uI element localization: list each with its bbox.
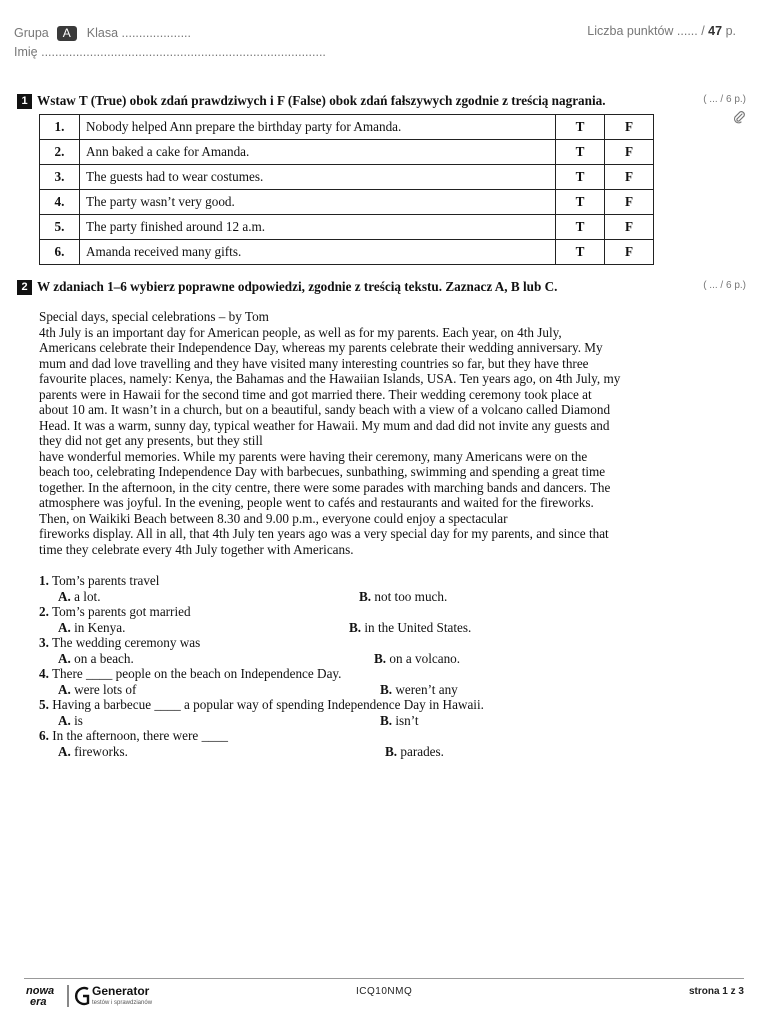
question-item bbox=[39, 573, 689, 589]
name-label: Imię bbox=[14, 45, 38, 59]
question-text: Tom’s parents got married bbox=[51, 604, 191, 619]
false-option[interactable]: F bbox=[605, 215, 654, 240]
row-number: 3. bbox=[40, 165, 80, 190]
question-item bbox=[39, 604, 689, 620]
answer-options bbox=[39, 713, 689, 729]
question-text: Tom’s parents travel bbox=[51, 573, 160, 588]
group-badge: A bbox=[57, 26, 77, 41]
text-line: fireworks display. All in all, that 4th July ten years ago was a very special day for my parents, and since that bbox=[39, 526, 609, 541]
logo-era: era bbox=[30, 996, 47, 1008]
question-number: 5. bbox=[39, 697, 49, 712]
table-row bbox=[40, 115, 654, 140]
option-text: weren’t any bbox=[395, 681, 458, 697]
text-line: have wonderful memories. While my parents were having their ceremony, many Americans were on the bbox=[39, 448, 588, 464]
points-summary bbox=[587, 24, 736, 38]
option-letter: B. bbox=[374, 650, 387, 666]
nowa-era-generator-logo bbox=[26, 983, 176, 1009]
text-line: time they celebrate every 4th July together with Americans. bbox=[39, 541, 354, 557]
true-option[interactable]: T bbox=[556, 165, 605, 190]
class-dots: .................... bbox=[121, 26, 191, 40]
header-left bbox=[14, 24, 326, 62]
option-letter: A. bbox=[58, 619, 71, 635]
task1-number: 1 bbox=[17, 94, 32, 109]
class-label: Klasa bbox=[86, 26, 119, 40]
logo-generator-title: Generator bbox=[92, 984, 150, 998]
question-number: 4. bbox=[39, 666, 49, 681]
statement-text: Ann baked a cake for Amanda. bbox=[80, 140, 556, 165]
row-number: 1. bbox=[40, 115, 80, 140]
answer-option-b[interactable] bbox=[359, 589, 447, 605]
option-letter: B. bbox=[380, 712, 393, 728]
text-line: Then, on Waikiki Beach between 8.30 and 9.00 p.m., everyone could enjoy a spectacular bbox=[39, 510, 508, 526]
text-line: beach too, celebrating Independence Day with barbecues, sunbathing, swimming and spending a great time bbox=[39, 464, 606, 479]
task1-points: ( ... / 6 p.) bbox=[703, 94, 746, 105]
false-option[interactable]: F bbox=[605, 240, 654, 265]
question-list bbox=[39, 573, 689, 759]
answer-option-b[interactable] bbox=[380, 713, 419, 729]
text-title: Special days, special celebrations – by Tom bbox=[39, 309, 269, 324]
option-letter: B. bbox=[385, 743, 398, 759]
false-option[interactable]: F bbox=[605, 165, 654, 190]
statement-text: Nobody helped Ann prepare the birthday party for Amanda. bbox=[80, 115, 556, 140]
text-line: 4th July is an important day for American people, as well as for my parents. Each year, on 4th July, bbox=[39, 324, 562, 340]
question-item bbox=[39, 666, 689, 682]
task2-instruction: W zdaniach 1–6 wybierz poprawne odpowiedzi, zgodnie z treścią tekstu. Zaznacz A, B lub C. bbox=[37, 279, 558, 294]
question-number: 2. bbox=[39, 604, 49, 619]
true-option[interactable]: T bbox=[556, 215, 605, 240]
table-row bbox=[40, 165, 654, 190]
question-item bbox=[39, 697, 689, 713]
reading-text bbox=[39, 309, 689, 557]
answer-option-a[interactable] bbox=[58, 651, 134, 667]
option-text: not too much. bbox=[374, 588, 448, 604]
question-text: In the afternoon, there were ____ bbox=[52, 728, 228, 743]
option-text: on a volcano. bbox=[389, 650, 461, 666]
answer-option-a[interactable] bbox=[58, 620, 125, 636]
text-line: they did not get any presents, but they still bbox=[39, 433, 263, 448]
document-code: ICQ10NMQ bbox=[356, 986, 413, 997]
points-unit: p. bbox=[725, 24, 736, 38]
paperclip-icon[interactable] bbox=[732, 110, 746, 124]
statement-text: The party wasn’t very good. bbox=[80, 190, 556, 215]
table-row bbox=[40, 240, 654, 265]
statement-text: The guests had to wear costumes. bbox=[80, 165, 556, 190]
question-item bbox=[39, 635, 689, 651]
text-line: favourite places, namely: Kenya, the Bahamas and the Hawaiian Islands, USA. Ten years ago, on 4th July, my bbox=[39, 371, 621, 386]
name-line bbox=[14, 43, 326, 62]
row-number: 4. bbox=[40, 190, 80, 215]
task1-heading bbox=[17, 93, 606, 109]
answer-options bbox=[39, 682, 689, 698]
question-number: 3. bbox=[39, 635, 49, 650]
page-number: strona 1 z 3 bbox=[688, 986, 744, 997]
text-line: Head. It was a warm, sunny day, typical weather for Hawaii. My mum and dad did not invite any guests and bbox=[39, 417, 610, 433]
answer-option-a[interactable] bbox=[58, 744, 128, 760]
option-text: on a beach. bbox=[74, 650, 134, 666]
logo-nowa: nowa bbox=[26, 985, 55, 997]
task2-points: ( ... / 6 p.) bbox=[703, 280, 746, 291]
text-line: about 10 am. It wasn’t in a church, but on a beautiful, sandy beach with a view of a volcano called Diamond bbox=[39, 402, 611, 417]
answer-option-a[interactable] bbox=[58, 682, 136, 698]
text-line: atmosphere was joyful. In the evening, people went to cafés and restaurants and waited for the fireworks. bbox=[39, 495, 594, 510]
question-number: 1. bbox=[39, 573, 49, 588]
option-letter: B. bbox=[380, 681, 393, 697]
statement-text: The party finished around 12 a.m. bbox=[80, 215, 556, 240]
option-text: isn’t bbox=[395, 712, 419, 728]
question-text: There ____ people on the beach on Independence Day. bbox=[51, 666, 342, 681]
text-line: together. In the afternoon, in the city centre, there were some parades with marching bands and dancers. The bbox=[39, 479, 611, 495]
text-line: mum and dad love travelling and they have visited many interesting countries so far, but they have three bbox=[39, 355, 589, 371]
true-option[interactable]: T bbox=[556, 115, 605, 140]
option-text: in the United States. bbox=[364, 619, 472, 635]
task2-number: 2 bbox=[17, 280, 32, 295]
task2-heading bbox=[17, 279, 557, 295]
question-text: The wedding ceremony was bbox=[51, 635, 201, 650]
answer-option-b[interactable] bbox=[385, 744, 444, 760]
true-false-table bbox=[39, 114, 654, 265]
option-letter: B. bbox=[349, 619, 362, 635]
answer-options bbox=[39, 620, 689, 636]
answer-option-a[interactable] bbox=[58, 713, 83, 729]
answer-option-b[interactable] bbox=[349, 620, 471, 636]
row-number: 6. bbox=[40, 240, 80, 265]
option-text: is bbox=[74, 712, 83, 728]
group-label: Grupa bbox=[14, 26, 49, 40]
name-dots: .................................................................................. bbox=[41, 45, 326, 59]
table-row bbox=[40, 215, 654, 240]
table-row bbox=[40, 140, 654, 165]
true-option[interactable]: T bbox=[556, 140, 605, 165]
answer-options bbox=[39, 744, 689, 760]
false-option[interactable]: F bbox=[605, 190, 654, 215]
answer-option-b[interactable] bbox=[380, 682, 458, 698]
option-text: in Kenya. bbox=[74, 619, 126, 635]
answer-options bbox=[39, 651, 689, 667]
question-text: Having a barbecue ____ a popular way of spending Independence Day in Hawaii. bbox=[52, 697, 484, 712]
footer-divider bbox=[24, 978, 744, 979]
task1-instruction: Wstaw T (True) obok zdań prawdziwych i F (False) obok zdań fałszywych zgodnie z treścią nagrania. bbox=[37, 93, 606, 108]
option-letter: A. bbox=[58, 650, 71, 666]
option-letter: A. bbox=[58, 681, 71, 697]
footer-logo bbox=[26, 983, 176, 1014]
false-option[interactable]: F bbox=[605, 115, 654, 140]
answer-options bbox=[39, 589, 689, 605]
option-letter: A. bbox=[58, 743, 71, 759]
group-class-line bbox=[14, 24, 326, 43]
row-number: 5. bbox=[40, 215, 80, 240]
points-total: 47 bbox=[708, 24, 723, 38]
option-letter: B. bbox=[359, 588, 372, 604]
text-line: Americans celebrate their Independence Day, whereas my parents celebrate their wedding anniversary. My bbox=[39, 340, 603, 355]
logo-generator-subtitle: testów i sprawdzianów bbox=[92, 1000, 153, 1006]
table-row bbox=[40, 190, 654, 215]
option-text: a lot. bbox=[74, 588, 101, 604]
option-text: fireworks. bbox=[74, 743, 128, 759]
text-line: parents were in Hawaii for the second time and got married there. Their wedding ceremony took place at bbox=[39, 386, 592, 402]
answer-option-a[interactable] bbox=[58, 589, 101, 605]
option-text: parades. bbox=[400, 743, 444, 759]
true-option[interactable]: T bbox=[556, 240, 605, 265]
question-item bbox=[39, 728, 689, 744]
points-label: Liczba punktów ...... / bbox=[587, 24, 705, 38]
true-option[interactable]: T bbox=[556, 190, 605, 215]
option-letter: A. bbox=[58, 712, 71, 728]
row-number: 2. bbox=[40, 140, 80, 165]
option-letter: A. bbox=[58, 588, 71, 604]
statement-text: Amanda received many gifts. bbox=[80, 240, 556, 265]
option-text: were lots of bbox=[74, 681, 137, 697]
answer-option-b[interactable] bbox=[374, 651, 460, 667]
question-number: 6. bbox=[39, 728, 49, 743]
false-option[interactable]: F bbox=[605, 140, 654, 165]
